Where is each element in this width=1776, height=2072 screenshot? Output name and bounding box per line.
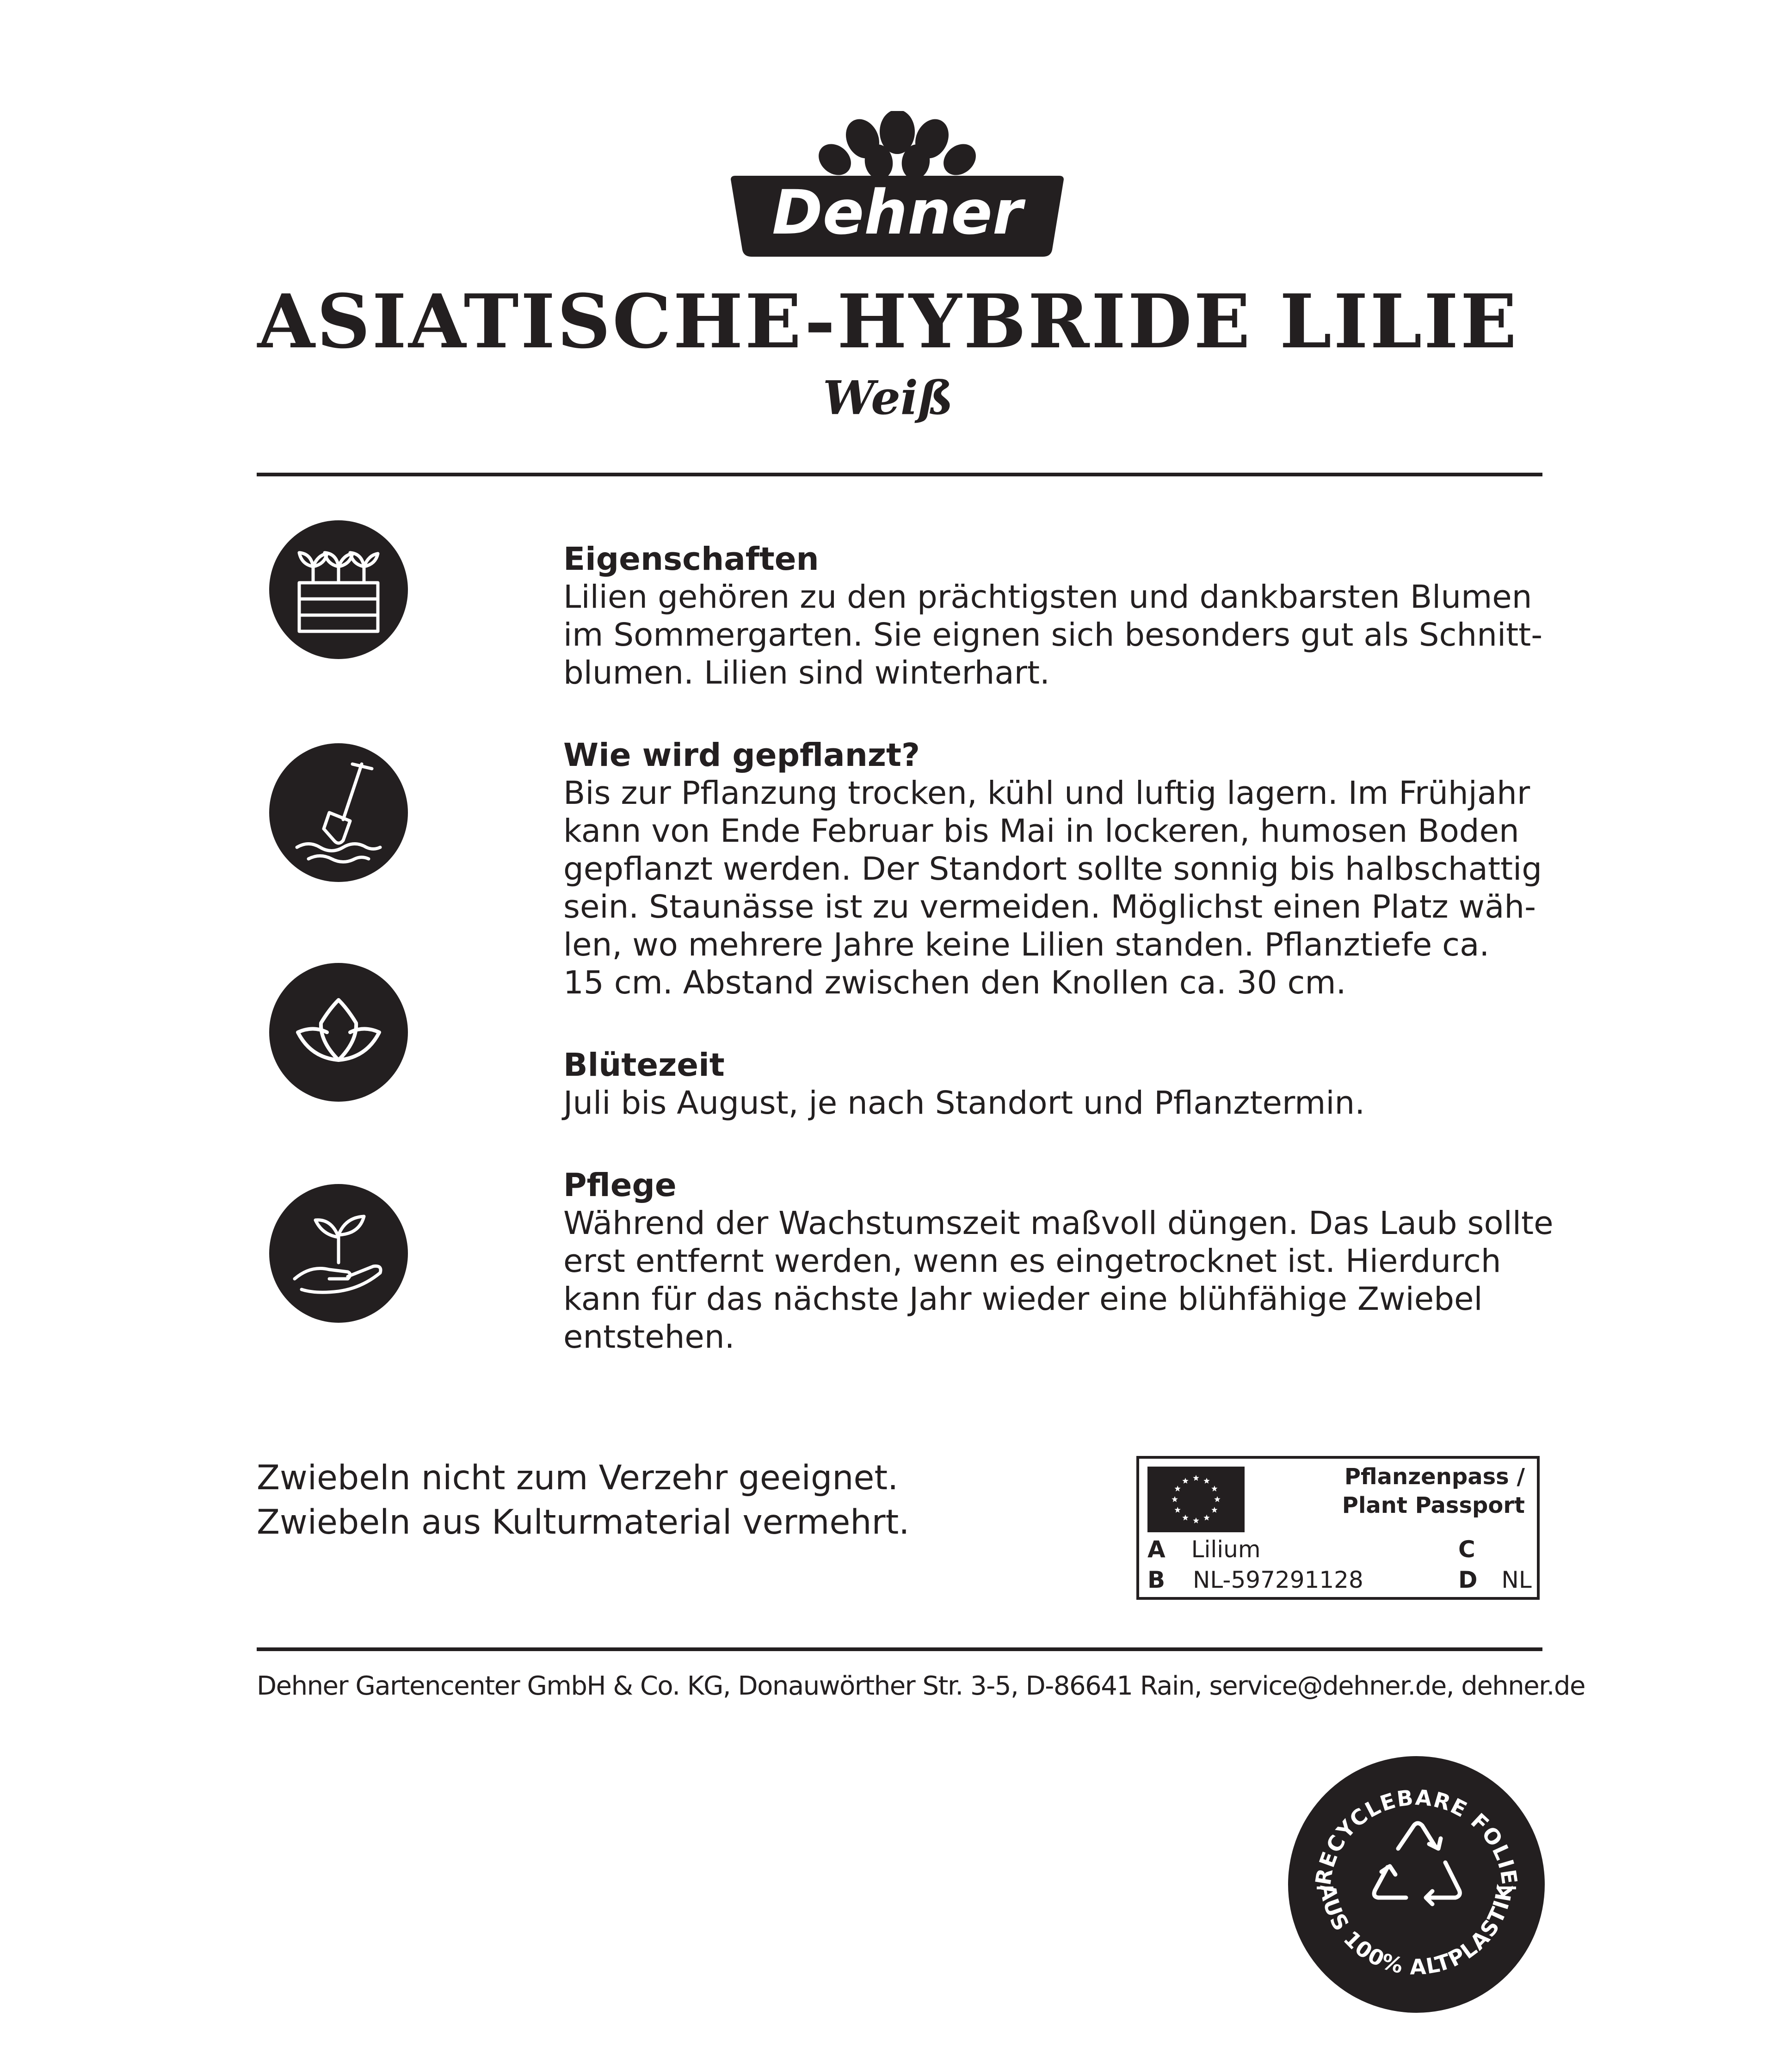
passport-label-c: C (1458, 1536, 1475, 1563)
passport-title (1342, 1462, 1525, 1520)
recycle-badge (1288, 1756, 1545, 2013)
passport-row-c (1458, 1536, 1475, 1563)
divider-bottom (257, 1647, 1542, 1651)
passport-label-a: A (1147, 1536, 1166, 1563)
passport-row-a (1147, 1536, 1261, 1563)
section-pflanzung (563, 736, 1558, 1002)
plant-passport (1136, 1456, 1540, 1600)
badge-bottom-text: AUS 100% ALTPLASTIK (1315, 1882, 1518, 1980)
section-pflege (563, 1166, 1558, 1356)
section-bluetezeit (563, 1046, 1558, 1122)
product-variety: Weiß (823, 370, 953, 425)
passport-title-line1: Pflanzenpass / (1344, 1464, 1525, 1490)
passport-row-b (1147, 1566, 1363, 1594)
section-text: Während der Wachstumszeit maßvoll düngen. Das Laub sollte erst entfernt werden, wenn es eingetrocknet ist. Hierdurch kann für das nächste Jahr wieder eine blühfähige Zwiebel entstehen. (563, 1205, 1554, 1356)
shovel-icon (269, 743, 408, 882)
seedling-box-icon (269, 520, 408, 659)
section-eigenschaften (563, 540, 1558, 692)
bulb-notes (257, 1456, 1089, 1545)
passport-row-d (1458, 1566, 1532, 1594)
section-title: Wie wird gepflanzt? (563, 737, 920, 774)
product-title: ASIATISCHE-HYBRIDE LILIE (257, 278, 1519, 365)
hand-sprout-icon (269, 1184, 408, 1323)
badge-top-text: RECYCLEBARE FOLIE (1310, 1784, 1523, 1887)
passport-title-line2: Plant Passport (1342, 1492, 1525, 1518)
section-title: Eigenschaften (563, 541, 819, 578)
note-propagation: Zwiebeln aus Kulturmaterial vermehrt. (257, 1503, 910, 1542)
eu-flag-icon (1147, 1467, 1245, 1532)
section-title: Pflege (563, 1167, 677, 1204)
note-not-edible: Zwiebeln nicht zum Verzehr geeignet. (257, 1458, 899, 1498)
passport-label-d: D (1458, 1566, 1478, 1593)
company-address: Dehner Gartencenter GmbH & Co. KG, Donauwörther Str. 3-5, D-86641 Rain, service@dehner.de, dehner.de (257, 1671, 1585, 1701)
divider-top (257, 473, 1542, 476)
section-text: Bis zur Pflanzung trocken, kühl und luftig lagern. Im Frühjahr kann von Ende Februar bis Mai in lockeren, humosen Boden gepflanzt werden. Der Standort sollte sonnig bis halbschattig sein. Staunässe ist zu vermeiden. Möglichst einen Platz wäh- len, wo mehrere Jahre keine Lilien standen. Pflanztiefe ca. 15 cm. Abstand zwischen den Knollen ca. 30 cm. (563, 775, 1542, 1001)
section-text: Juli bis August, je nach Standort und Pflanztermin. (563, 1085, 1365, 1122)
passport-value-b: NL-597291128 (1193, 1566, 1363, 1593)
lotus-flower-icon (269, 963, 408, 1102)
section-text: Lilien gehören zu den prächtigsten und dankbarsten Blumen im Sommergarten. Sie eignen sich besonders gut als Schnitt- blumen. Lilien sind winterhart. (563, 579, 1543, 691)
passport-value-a: Lilium (1191, 1536, 1261, 1563)
dehner-logo (722, 111, 1073, 264)
section-title: Blütezeit (563, 1047, 725, 1084)
passport-value-d: NL (1501, 1566, 1532, 1593)
passport-label-b: B (1147, 1566, 1166, 1593)
logo-wordmark: Dehner (772, 177, 1023, 248)
